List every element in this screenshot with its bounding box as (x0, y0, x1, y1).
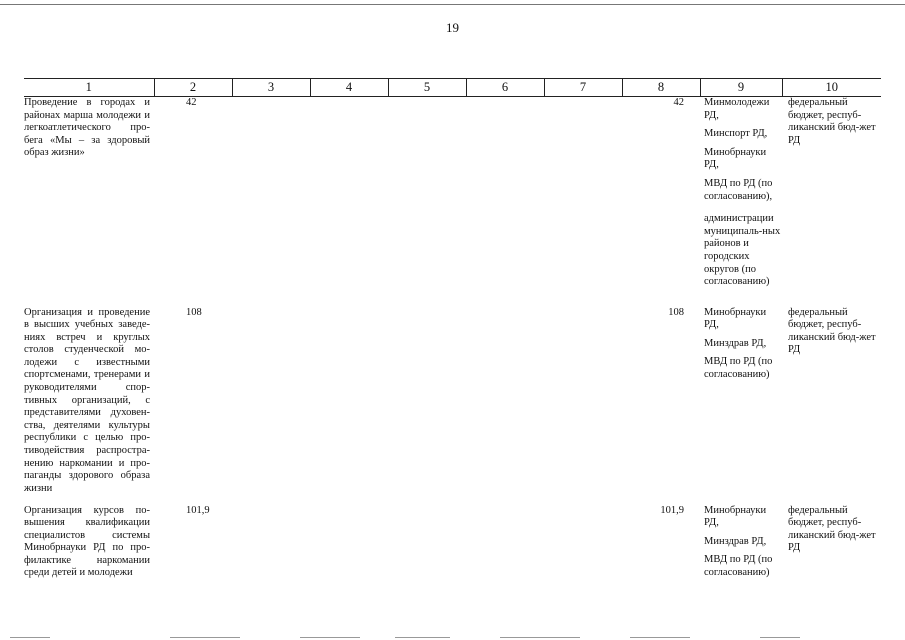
table-row (24, 505, 881, 581)
empty-cell (310, 307, 388, 505)
organization: Минздрав РД, (704, 337, 767, 349)
organization: Минздрав РД, (704, 535, 767, 547)
empty-cell (310, 97, 388, 307)
funding-total: 42 (186, 97, 197, 108)
table-row (24, 97, 881, 307)
activity-description: Организация и проведение в высших учебных заведе-ниях встреч и круглых столов студенческой мо-лодежи с известными спортсменами, тренерами и руководителями спор-тивных организаций, с представителями духовен-ства, деятелями культуры республики с целью про-тиводействия распростра-нению наркомании и про-паганды здорового образа жизни (24, 306, 150, 494)
header-col-3: 3 (232, 79, 310, 97)
header-col-9: 9 (700, 79, 782, 97)
empty-cell (388, 307, 466, 505)
activity-description: Проведение в городах и районах марша молодежи и легкоатлетического про-бега «Мы – за здоровый образ жизни» (24, 97, 150, 159)
funding-year-value: 108 (668, 306, 684, 318)
empty-cell (310, 505, 388, 581)
responsible-organizations (700, 307, 782, 505)
funding-source: федеральный бюджет, респуб-ликанский бюд-жет РД (788, 306, 876, 356)
empty-cell (544, 307, 622, 505)
funding-year-value: 42 (673, 97, 684, 108)
top-border-line (0, 4, 905, 5)
activity-description: Организация курсов по-вышения квалификации специалистов системы Минобрнауки РД по про-филактике наркомании среди детей и молодежи (24, 504, 150, 579)
header-col-4: 4 (310, 79, 388, 97)
header-col-2: 2 (154, 79, 232, 97)
responsible-organizations (700, 97, 782, 307)
empty-cell (388, 505, 466, 581)
organization: Минспорт РД, (704, 128, 768, 140)
organization: Минобрнауки РД, (704, 306, 767, 331)
empty-cell (544, 97, 622, 307)
empty-cell (232, 97, 310, 307)
program-table (24, 78, 881, 580)
header-col-5: 5 (388, 79, 466, 97)
organization: Минобрнауки РД, (704, 146, 767, 171)
table-row (24, 307, 881, 505)
responsible-organizations (700, 505, 782, 581)
column-number-header (24, 79, 881, 97)
empty-cell (466, 505, 544, 581)
empty-cell (232, 307, 310, 505)
empty-cell (544, 505, 622, 581)
organization: МВД по РД (по согласованию), (704, 177, 773, 202)
empty-cell (466, 307, 544, 505)
funding-source: федеральный бюджет, респуб-ликанский бюд-жет РД (788, 504, 876, 554)
funding-total: 108 (186, 306, 202, 318)
organization: администрации муниципаль-ных районов и городских округов (по согласованию) (704, 213, 781, 288)
funding-source: федеральный бюджет, респуб-ликанский бюд-жет РД (788, 97, 876, 146)
empty-cell (466, 97, 544, 307)
header-col-8: 8 (622, 79, 700, 97)
organization: МВД по РД (по согласованию) (704, 554, 773, 578)
header-col-7: 7 (544, 79, 622, 97)
header-col-1: 1 (24, 79, 154, 97)
organization: Минобрнауки РД, (704, 504, 767, 529)
header-col-10: 10 (782, 79, 881, 97)
empty-cell (388, 97, 466, 307)
header-col-6: 6 (466, 79, 544, 97)
empty-cell (232, 505, 310, 581)
funding-total: 101,9 (186, 504, 210, 516)
organization: МВД по РД (по согласованию) (704, 356, 773, 380)
funding-year-value: 101,9 (660, 504, 684, 516)
organization: Минмолодежи РД, (704, 97, 770, 121)
page-number: 19 (446, 20, 459, 35)
